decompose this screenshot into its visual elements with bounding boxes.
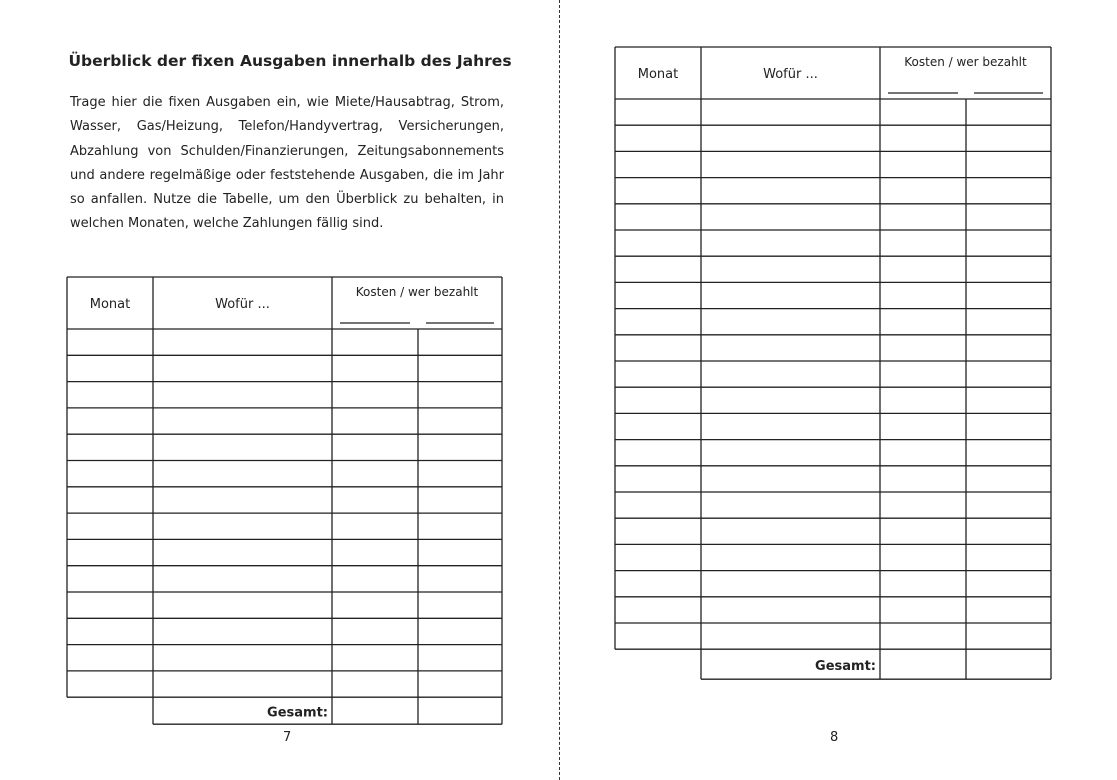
table-row — [615, 99, 1051, 125]
table-row — [67, 355, 502, 381]
table-row — [67, 592, 502, 618]
table-row — [615, 335, 1051, 361]
table-row — [67, 645, 502, 671]
table-row — [615, 597, 1051, 623]
table-row — [615, 387, 1051, 413]
table-row — [615, 518, 1051, 544]
column-header-wofuer: Wofür ... — [215, 297, 270, 312]
table-row — [615, 544, 1051, 570]
column-header-kosten: Kosten / wer bezahlt — [355, 285, 479, 299]
expense-table-left — [0, 0, 558, 780]
table-row — [615, 466, 1051, 492]
table-row — [67, 329, 502, 355]
table-row — [615, 178, 1051, 204]
column-header-monat: Monat — [89, 297, 131, 312]
table-row — [615, 361, 1051, 387]
total-label: Gesamt: — [815, 659, 876, 675]
table-row — [615, 492, 1051, 518]
page-title: Überblick der fixen Ausgaben innerhalb des Jahres — [68, 52, 512, 70]
table-row — [615, 256, 1051, 282]
table-row — [67, 487, 502, 513]
table-row — [67, 539, 502, 565]
column-header-wofuer: Wofür ... — [763, 67, 818, 82]
table-row — [67, 408, 502, 434]
table-row — [615, 413, 1051, 439]
expense-table-right — [559, 0, 1117, 780]
table-row — [615, 571, 1051, 597]
table-row — [67, 618, 502, 644]
table-row — [67, 434, 502, 460]
table-row — [615, 230, 1051, 256]
intro-paragraph: Trage hier die fixen Ausgaben ein, wie Miete/Hausabtrag, Strom, Wasser, Gas/Heizung, Telefon/Handyvertrag, Versicherungen, Abzahlung von Schulden/Finanzierungen, Zeitungsabonnements und andere regelmäßige oder feststehende Ausgaben, die im Jahr so anfallen. Nutze die Tabelle, um den Überblick zu behalten, in welchen Monaten, welche Zahlungen fällig sind. — [70, 95, 504, 232]
page-number: 8 — [830, 730, 839, 745]
right-page — [559, 0, 1117, 780]
column-header-kosten: Kosten / wer bezahlt — [904, 55, 1027, 69]
table-row — [615, 282, 1051, 308]
table-row — [67, 461, 502, 487]
left-page — [0, 0, 558, 780]
page-number: 7 — [283, 730, 292, 745]
table-row — [67, 513, 502, 539]
table-row — [615, 204, 1051, 230]
table-row — [67, 566, 502, 592]
table-row — [615, 309, 1051, 335]
table-row — [67, 382, 502, 408]
table-row — [615, 151, 1051, 177]
table-row — [615, 440, 1051, 466]
total-label: Gesamt: — [267, 705, 328, 721]
column-header-monat: Monat — [637, 67, 679, 82]
table-row — [615, 125, 1051, 151]
